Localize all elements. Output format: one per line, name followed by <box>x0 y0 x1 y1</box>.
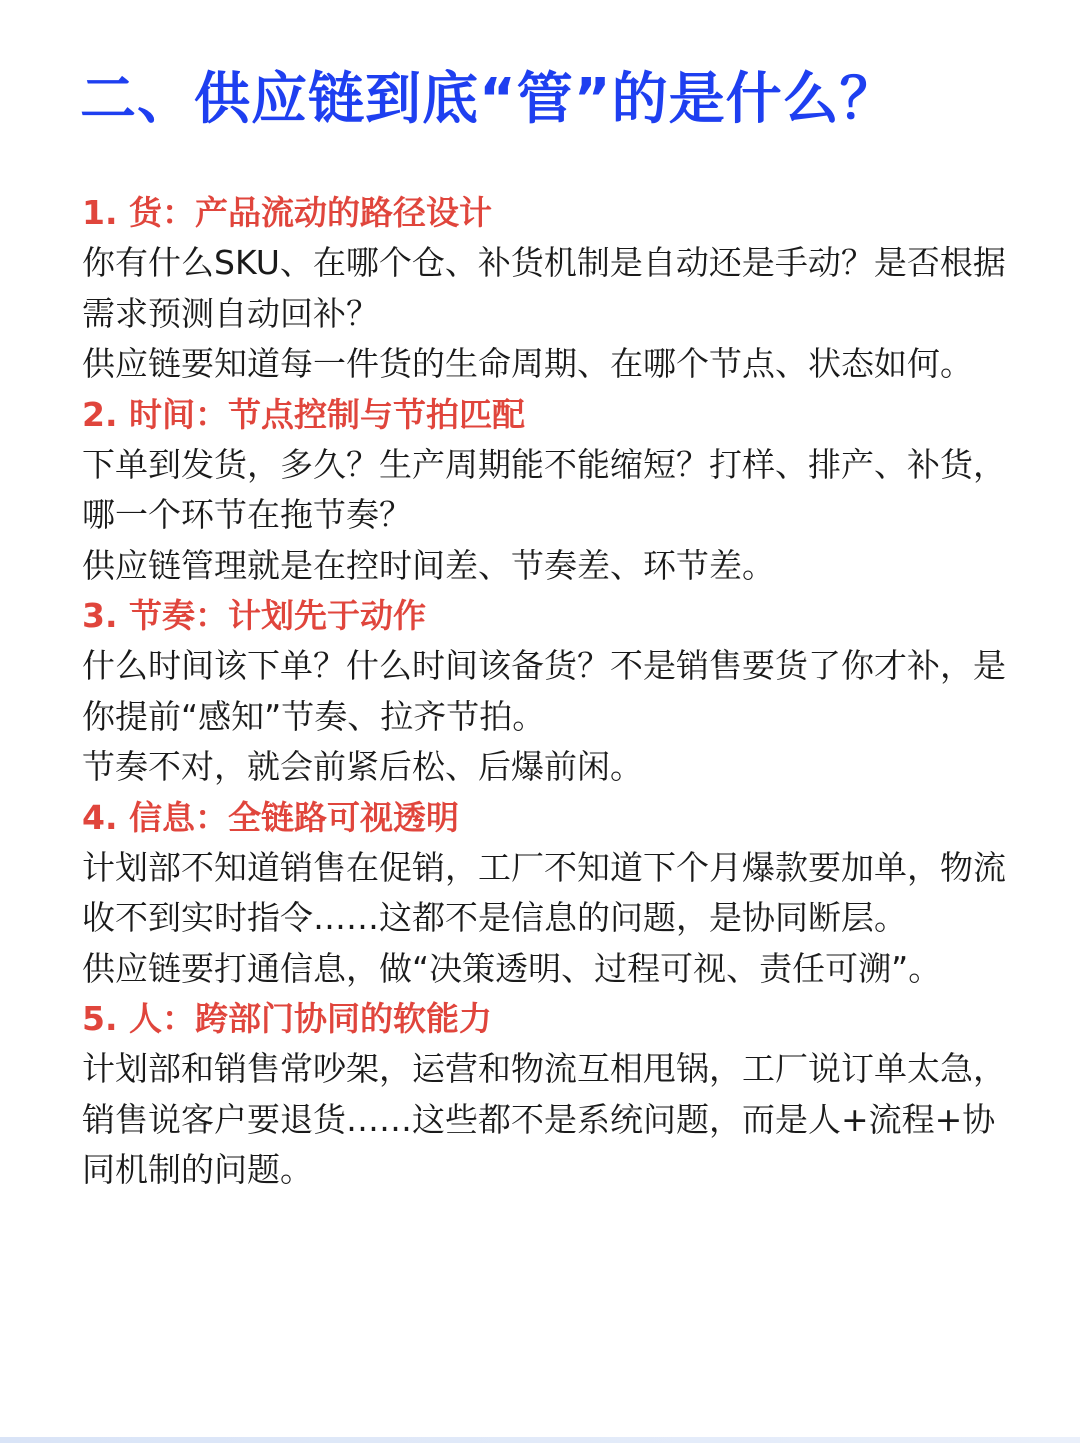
bottom-divider <box>0 1437 1080 1443</box>
page-title: 二、供应链到底“管”的是什么？ <box>80 67 897 132</box>
section-paragraph: 供应链要打通信息，做“决策透明、过程可视、责任可溯”。 <box>82 948 942 988</box>
section-heading: 2. 时间：节点控制与节拍匹配 <box>82 394 525 434</box>
section-heading: 1. 货：产品流动的路径设计 <box>82 193 492 232</box>
article-body <box>82 188 1022 1196</box>
section-heading: 5. 人：跨部门协同的软能力 <box>82 999 492 1038</box>
section-goods <box>82 188 1022 390</box>
section-people <box>82 994 1022 1196</box>
section-paragraph: 下单到发货，多久？生产周期能不能缩短？打样、排产、补货，哪一个环节在拖节奏？ <box>82 444 1006 534</box>
section-paragraph: 什么时间该下单？什么时间该备货？不是销售要货了你才补，是你提前“感知”节奏、拉齐节拍。 <box>82 646 1006 736</box>
section-paragraph: 供应链管理就是在控时间差、节奏差、环节差。 <box>82 545 775 585</box>
section-rhythm <box>82 591 1022 793</box>
section-information <box>82 793 1022 995</box>
section-paragraph: 供应链要知道每一件货的生命周期、在哪个节点、状态如何。 <box>82 344 973 383</box>
section-heading: 4. 信息：全链路可视透明 <box>82 797 459 837</box>
section-time <box>82 390 1022 592</box>
section-paragraph: 节奏不对，就会前紧后松、后爆前闲。 <box>82 747 643 786</box>
section-paragraph: 计划部不知道销售在促销，工厂不知道下个月爆款要加单，物流收不到实时指令……这都不是信息的问题，是协同断层。 <box>82 847 1006 937</box>
section-paragraph: 你有什么SKU、在哪个仓、补货机制是自动还是手动？是否根据需求预测自动回补？ <box>82 243 1006 333</box>
section-heading: 3. 节奏：计划先于动作 <box>82 596 426 635</box>
section-paragraph: 计划部和销售常吵架，运营和物流互相甩锅，工厂说订单太急，销售说客户要退货……这些都不是系统问题，而是人+流程+协同机制的问题。 <box>82 1049 1006 1189</box>
